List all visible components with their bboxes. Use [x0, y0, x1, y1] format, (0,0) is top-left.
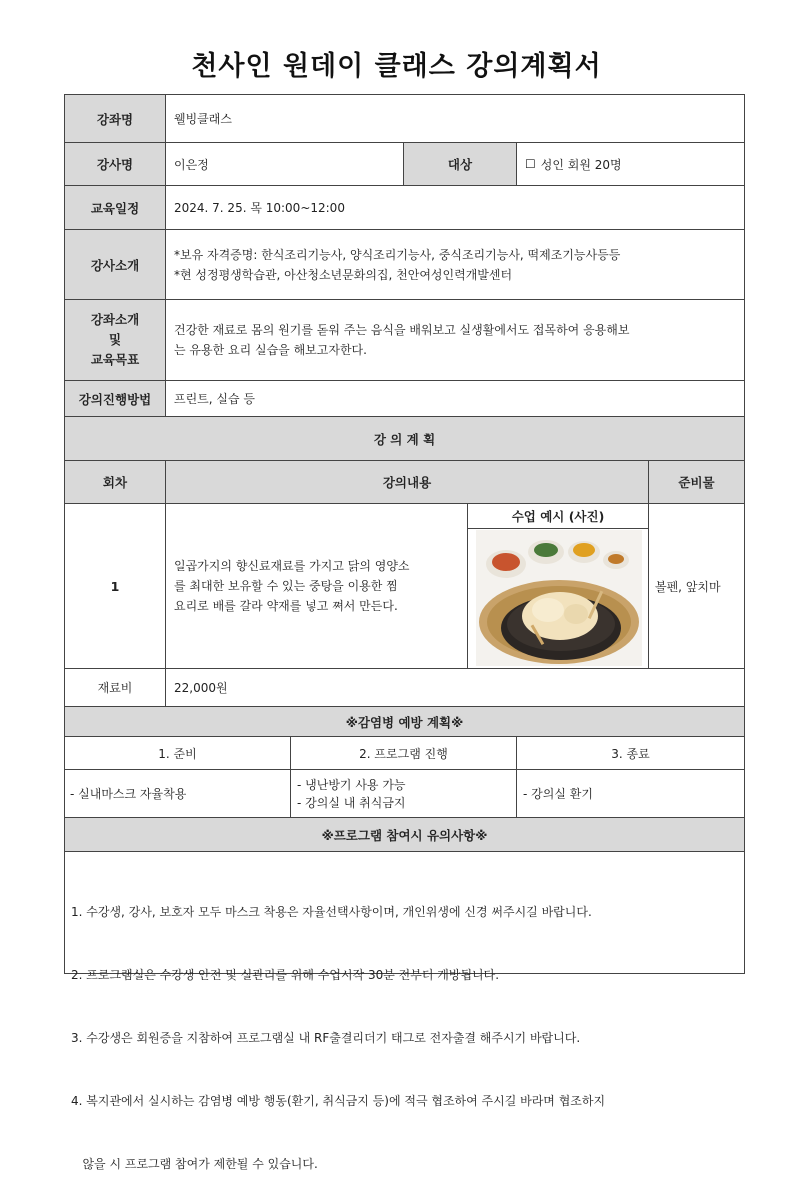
label-goal: [65, 300, 165, 380]
prevention-col-end: 3. 종료: [611, 746, 650, 761]
fee-label: 재료비: [97, 681, 133, 695]
label-target: 대상: [404, 143, 516, 185]
instructor-intro: [166, 230, 744, 299]
note-item: 1. 수강생, 강사, 보호자 모두 마스크 착용은 자율선택사항이며, 개인위생에 신경 써주시길 바랍니다.: [71, 905, 592, 919]
progress-line-2: - 강의실 내 취식금지: [297, 795, 406, 810]
fee-value: 22,000원: [174, 681, 228, 695]
target-checkbox: ☐: [525, 157, 536, 171]
label-goal-line3: 교육목표: [90, 352, 140, 367]
plan-heading: 강 의 계 획: [65, 417, 744, 460]
intro-line-1: *보유 자격증명: 한식조리기능사, 양식조리기능사, 중식조리기능사, 떡제조기능사등등: [174, 247, 621, 262]
course-goal: [166, 300, 744, 380]
session-content: [166, 504, 467, 668]
content-line-1: 일곱가지의 향신료재료를 가지고 닭의 영양소: [174, 559, 410, 573]
schedule-value: 2024. 7. 25. 목 10:00~12:00: [174, 201, 345, 215]
label-schedule: 교육일정: [65, 186, 165, 229]
prevention-prep: - 실내마스크 자율착용: [70, 787, 187, 801]
label-course-name: 강좌명: [65, 95, 165, 142]
prevention-end: - 강의실 환기: [523, 787, 593, 801]
intro-line-2: *현 성정평생학습관, 아산청소년문화의집, 천안여성인력개발센터: [174, 267, 513, 282]
note-item: 3. 수강생은 회원증을 지참하여 프로그램실 내 RF출결리더기 태그로 전자출결 해주시기 바랍니다.: [71, 1031, 581, 1045]
col-materials: 준비물: [649, 461, 744, 503]
prevention-heading: ※감염병 예방 계획※: [65, 707, 744, 736]
label-instructor: 강사명: [65, 143, 165, 185]
label-method: 강의진행방법: [65, 381, 165, 416]
label-goal-line1: 강좌소개: [90, 312, 140, 327]
note-item: 4. 복지관에서 실시하는 감염병 예방 행동(환기, 취식금지 등)에 적극 협조하여 주시길 바라며 협조하지: [71, 1094, 606, 1108]
note-item: 2. 프로그램실은 수강생 안전 및 실관리를 위해 수업시작 30분 전부터 개방됩니다.: [71, 968, 500, 982]
col-session: 회차: [65, 461, 165, 503]
progress-line-1: - 냉난방기 사용 가능: [297, 777, 406, 792]
col-content: 강의내용: [166, 461, 648, 503]
document-title: 천사인 원데이 클래스 강의계획서: [191, 51, 602, 82]
goal-line-2: 는 유용한 요리 실습을 해보고자한다.: [174, 343, 367, 357]
session-number: 1: [110, 578, 120, 594]
notes-list: [71, 860, 741, 1196]
note-item: 않을 시 프로그램 참여가 제한될 수 있습니다.: [71, 1157, 318, 1171]
content-line-3: 요리로 배를 갈라 약재를 넣고 쪄서 만든다.: [174, 599, 398, 613]
prevention-col-prep: 1. 준비: [158, 746, 197, 761]
method-value: 프린트, 실습 등: [174, 392, 255, 406]
content-line-2: 를 최대한 보유할 수 있는 중탕을 이용한 찜: [174, 579, 398, 593]
goal-line-1: 건강한 재료로 몸의 원기를 돋워 주는 음식을 배워보고 실생활에서도 접목하여 응용해보: [174, 323, 630, 337]
instructor-name: 이은정: [174, 157, 209, 172]
label-goal-line2: 및: [108, 332, 122, 347]
target-text: 성인 회원 20명: [540, 157, 622, 172]
course-name: 웰빙클래스: [174, 112, 232, 126]
prevention-progress: [297, 770, 515, 817]
prevention-col-progress: 2. 프로그램 진행: [359, 746, 448, 761]
photo-label: 수업 예시 (사진): [511, 509, 605, 524]
target-value: [517, 143, 744, 185]
food-photo: [476, 530, 642, 666]
label-instructor-intro: 강사소개: [65, 230, 165, 299]
session-materials: 볼펜, 앞치마: [655, 579, 721, 594]
notes-heading: ※프로그램 참여시 유의사항※: [65, 818, 744, 851]
